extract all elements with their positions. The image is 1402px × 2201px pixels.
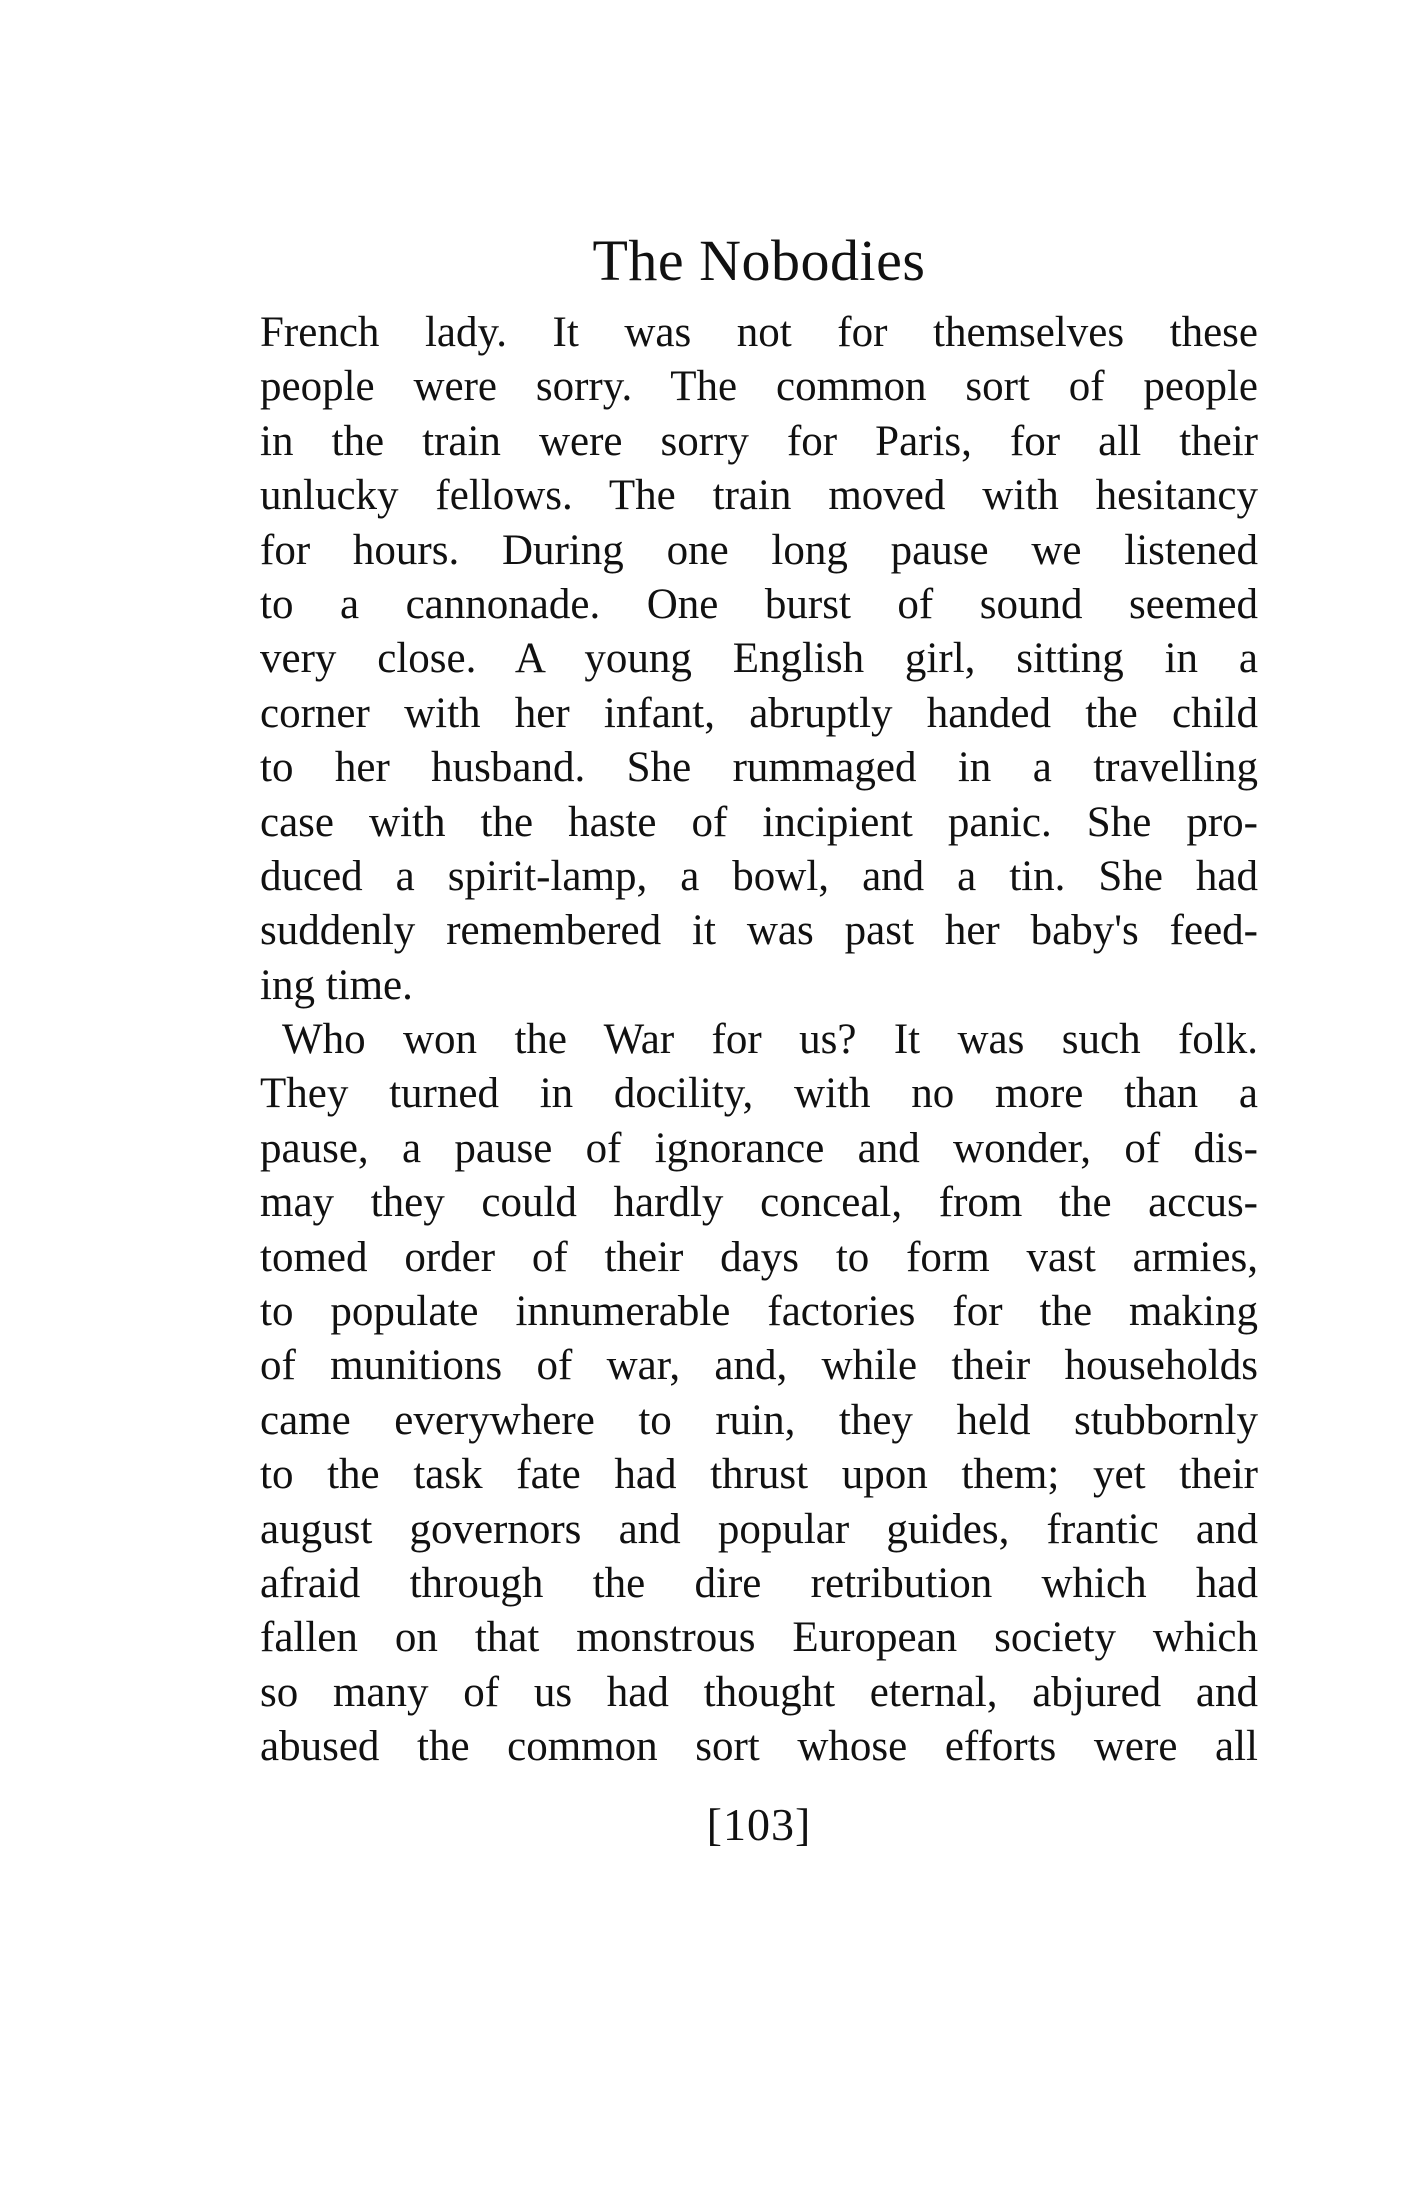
text-line: Who won the War for us? It was such folk. bbox=[282, 1016, 1258, 1064]
text-line: august governors and popular guides, frantic and bbox=[260, 1505, 1258, 1553]
text-line: case with the haste of incipient panic. She pro- bbox=[260, 798, 1258, 846]
text-line: French lady. It was not for themselves these bbox=[260, 309, 1258, 356]
text-line: people were sorry. The common sort of people bbox=[260, 363, 1258, 411]
text-line: pause, a pause of ignorance and wonder, of dis- bbox=[260, 1124, 1258, 1172]
text-line: corner with her infant, abruptly handed the child bbox=[260, 689, 1258, 737]
text-line: came everywhere to ruin, they held stubbornly bbox=[260, 1396, 1258, 1444]
text-line: fallen on that monstrous European society which bbox=[260, 1614, 1258, 1662]
text-line: for hours. During one long pause we listened bbox=[260, 526, 1258, 574]
text-line: to a cannonade. One burst of sound seemed bbox=[260, 580, 1258, 628]
text-line: very close. A young English girl, sitting in a bbox=[260, 635, 1258, 683]
text-line: so many of us had thought eternal, abjured and bbox=[260, 1668, 1258, 1716]
text-line: ing time. bbox=[260, 961, 413, 1009]
body-text bbox=[260, 306, 1258, 1775]
text-line: duced a spirit-lamp, a bowl, and a tin. She had bbox=[260, 852, 1258, 900]
text-line: suddenly remembered it was past her baby's feed- bbox=[260, 907, 1258, 955]
text-line: of munitions of war, and, while their households bbox=[260, 1342, 1258, 1390]
text-line: to her husband. She rummaged in a travelling bbox=[260, 744, 1258, 792]
text-line: may they could hardly conceal, from the accus- bbox=[260, 1179, 1258, 1227]
text-line: They turned in docility, with no more than a bbox=[260, 1070, 1258, 1118]
page-number: [103] bbox=[706, 1799, 812, 1850]
text-line: in the train were sorry for Paris, for all their bbox=[260, 417, 1258, 465]
text-line: abused the common sort whose efforts were all bbox=[260, 1723, 1258, 1771]
text-line: unlucky fellows. The train moved with hesitancy bbox=[260, 472, 1258, 520]
text-line: to the task fate had thrust upon them; yet their bbox=[260, 1451, 1258, 1499]
text-line: to populate innumerable factories for the making bbox=[260, 1288, 1258, 1336]
text-line: afraid through the dire retribution which had bbox=[260, 1559, 1258, 1607]
text-line: tomed order of their days to form vast armies, bbox=[260, 1233, 1258, 1281]
running-head: The Nobodies bbox=[592, 228, 926, 293]
